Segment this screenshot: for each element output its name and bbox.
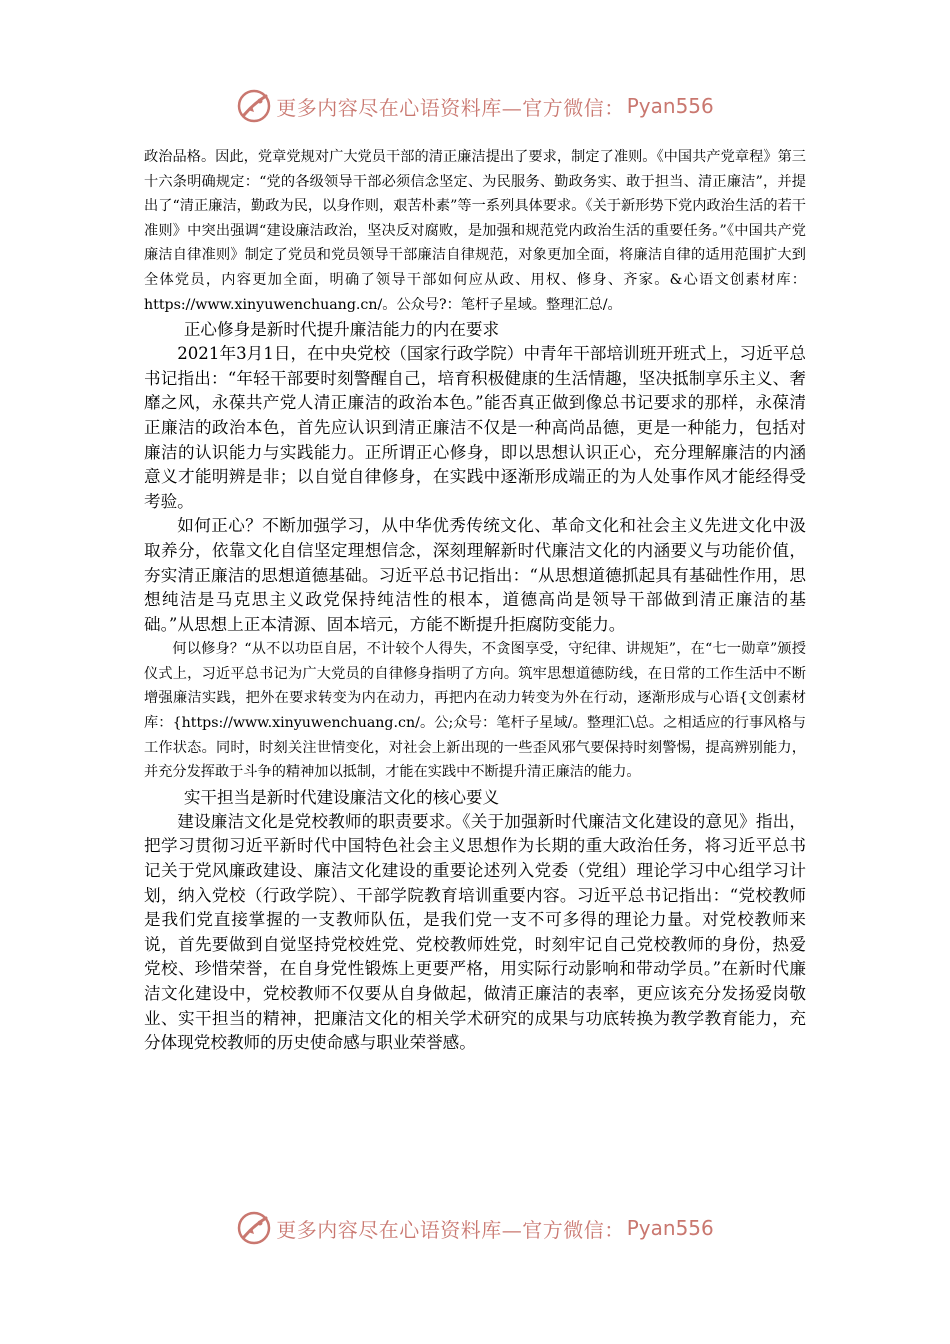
article-body	[144, 145, 806, 1056]
paragraph: 政治品格。因此，党章党规对广大党员干部的清正廉洁提出了要求，制定了准则。《中国共产党章程》第三十六条明确规定：“党的各级领导干部必须信念坚定、为民服务、勤政务实、敢于担当、清正廉洁”，并提出了“清正廉洁，勤政为民，以身作则，艰苦朴素”等一系列具体要求。《关于新形势下党内政治生活的若干准则》中突出强调“建设廉洁政治，坚决反对腐败，是加强和规范党内政治生活的重要任务。”《中国共产党廉洁自律准则》制定了党员和党员领导干部廉洁自律规范，对象更加全面，将廉洁自律的适用范围扩大到全体党员，内容更加全面，明确了领导干部如何应从政、用权、修身、齐家。&心语文创素材库：https://www.xinyuwenchuang.cn/。公众号?：笔杆子星域。整理汇总/。	[144, 149, 806, 313]
section-heading: 正心修身是新时代提升廉洁能力的内在要求	[183, 320, 500, 340]
footer-banner-text: 更多内容尽在心语资料库—官方微信：	[276, 1217, 625, 1242]
section-heading: 实干担当是新时代建设廉洁文化的核心要义	[183, 787, 500, 807]
header-wechat-id: Pyan556	[626, 94, 714, 118]
footer-banner	[0, 1208, 950, 1248]
brand-logo-icon	[236, 1210, 272, 1246]
paragraph: 何以修身？“从不以功臣自居，不计较个人得失，不贪图享受，守纪律、讲规矩”，在“七一勋章”颁授仪式上，习近平总书记为广大党员的自律修身指明了方向。筑牢思想道德防线，在日常的工作生活中不断增强廉洁实践，把外在要求转变为内在动力，再把内在动力转变为外在行动，逐渐形成与心语{文创素材库：{https://www.xinyuwenchuang.cn/。公;众号：笔杆子星域/。整理汇\总。之相适应的行事风格与工作状态。同时，时刻关注世情变化，对社会上新出现的一些歪风邪气要保持时刻警惕，提高辨别能力，并充分发挥敢于斗争的精神加以抵制，才能在实践中不断提升清正廉洁的能力。	[144, 641, 806, 781]
paragraph: 2021年3月1日，在中央党校（国家行政学院）中青年干部培训班开班式上，习近平总书记指出：“年轻干部要时刻警醒自己，培育积极健康的生活情趣，坚决抵制享乐主义、奢靡之风，永葆共产党人清正廉洁的政治本色。”能否真正做到像总书记要求的那样，永葆清正廉洁的政治本色，首先应认识到清正廉洁不仅是一种高尚品德，更是一种能力，包括对廉洁的认识能力与实践能力。正所谓正心修身，即以思想认识正心，充分理解廉洁的内涵意义才能明辨是非；以自觉自律修身，在实践中逐渐形成端正的为人处事作风才能经得受考验。	[144, 344, 806, 511]
paragraph: 建设廉洁文化是党校教师的职责要求。《关于加强新时代廉洁文化建设的意见》指出，把学习贯彻习近平新时代中国特色社会主义思想作为长期的重大政治任务，将习近平总书记关于党风廉政建设、廉洁文化建设的重要论述列入党委（党组）理论学习中心组学习计划，纳入党校（行政学院）、干部学院教育培训重要内容。习近平总书记指出：“党校教师是我们党直接掌握的一支教师队伍，是我们党一支不可多得的理论力量。对党校教师来说，首先要做到自觉坚持党校姓党、党校教师姓党，时刻牢记自己党校教师的身份，热爱党校、珍惜荣誉，在自身党性锻炼上更要严格，用实际行动影响和带动学员。”在新时代廉洁文化建设中，党校教师不仅要从自身做起，做清正廉洁的表率，更应该充分发扬爱岗敬业、实干担当的精神，把廉洁文化的相关学术研究的成果与功底转换为教学教育能力，充分体现党校教师的历史使命感与职业荣誉感。	[144, 811, 806, 1053]
paragraph: 如何正心？不断加强学习，从中华优秀传统文化、革命文化和社会主义先进文化中汲取养分，依靠文化自信坚定理想信念，深刻理解新时代廉洁文化的内涵要义与功能价值，夯实清正廉洁的思想道德基础。习近平总书记指出：“从思想道德抓起具有基础性作用，思想纯洁是马克思主义政党保持纯洁性的根本，道德高尚是领导干部做到清正廉洁的基础。”从思想上正本清源、固本培元，方能不断提升拒腐防变能力。	[144, 516, 806, 634]
header-banner	[0, 86, 950, 126]
header-banner-text: 更多内容尽在心语资料库—官方微信：	[276, 95, 625, 120]
footer-wechat-id: Pyan556	[626, 1216, 714, 1240]
brand-logo-icon	[236, 88, 272, 124]
